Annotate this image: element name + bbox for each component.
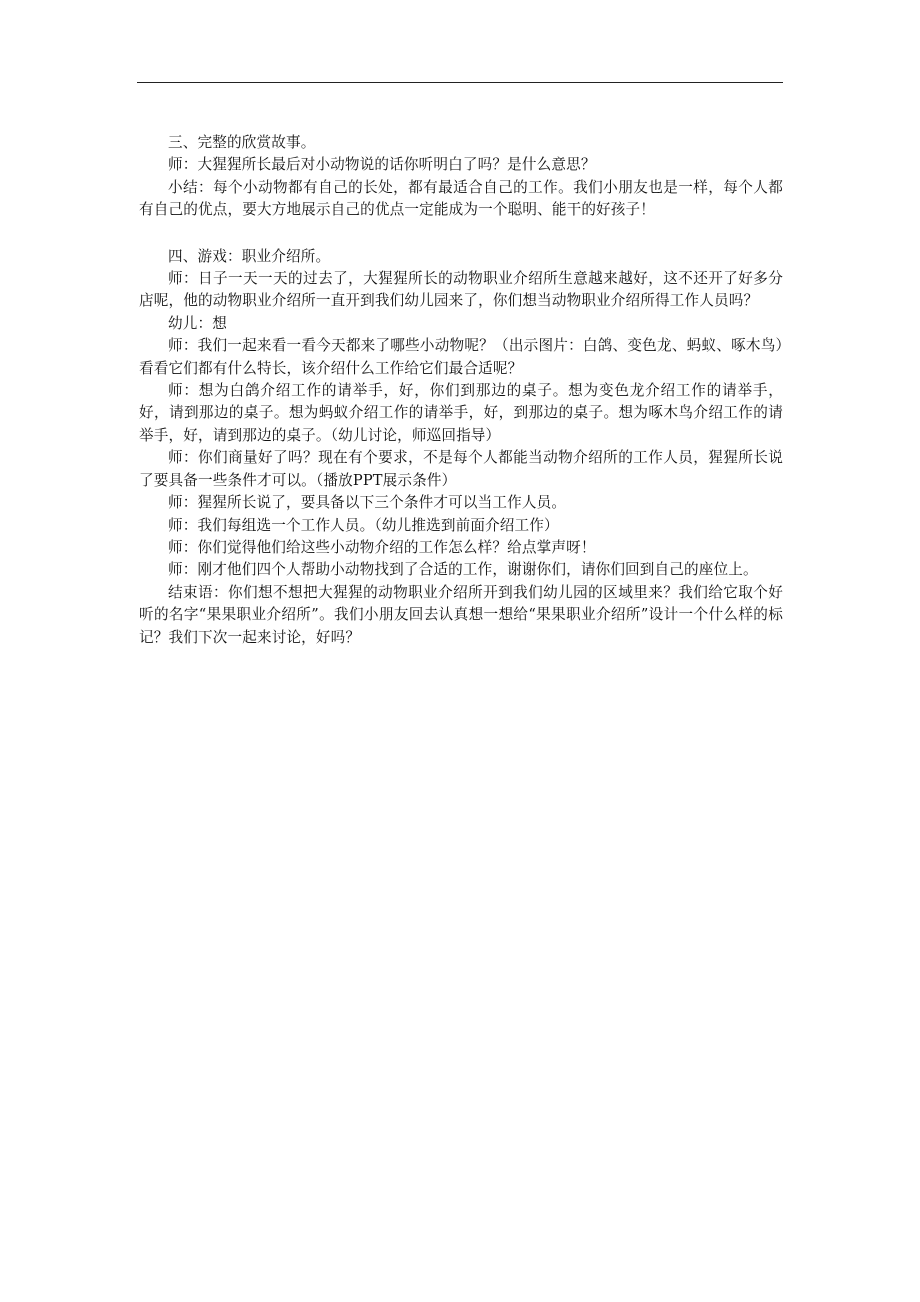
header-rule [137,82,783,83]
paragraph: 师：猩猩所长说了，要具备以下三个条件才可以当工作人员。 [168,494,567,512]
paragraph: 师：刚才他们四个人帮助小动物找到了合适的工作，谢谢你们，请你们回到自己的座位上。 [168,561,758,579]
section-heading: 四、游戏：职业介绍所。 [168,247,331,265]
paragraph: 师：我们每组选一个工作人员。（幼儿推选到前面介绍工作） [168,516,559,534]
paragraph: 师：大猩猩所长最后对小动物说的话你听明白了吗？是什么意思？ [168,156,596,174]
summary-paragraph: 小结：每个小动物都有自己的长处，都有最适合自己的工作。我们小朋友也是一样，每个人都有自己的优点，要大方地展示自己的优点一定能成为一个聪明、能干的好孩子！ [139,178,783,219]
paragraph: 师：想为白鸽介绍工作的请举手，好，你们到那边的桌子。想为变色龙介绍工作的请举手，好，请到那边的桌子。想为蚂蚁介绍工作的请举手，好，到那边的桌子。想为啄木鸟介绍工作的请举手，好，请到那边的桌子。（幼儿讨论，师巡回指导） [139,382,783,444]
paragraph: 师：你们觉得他们给这些小动物介绍的工作怎么样？给点掌声呀！ [168,538,596,556]
document-body [139,132,783,649]
paragraph: 师：我们一起来看一看今天都来了哪些小动物呢？（出示图片：白鸽、变色龙、蚂蚁、啄木鸟）看看它们都有什么特长，该介绍什么工作给它们最合适呢？ [139,337,783,377]
paragraph: 师：日子一天一天的过去了，大猩猩所长的动物职业介绍所生意越来越好，这不还开了好多分店呢，他的动物职业介绍所一直开到我们幼儿园来了，你们想当动物职业介绍所得工作人员吗？ [139,270,783,310]
section-gap [139,222,783,246]
paragraph: 幼儿：想 [168,314,227,332]
closing-paragraph: 结束语：你们想不想把大猩猩的动物职业介绍所开到我们幼儿园的区域里来？我们给它取个好听的名字“果果职业介绍所”。我们小朋友回去认真想一想给“果果职业介绍所”设计一个什么样的标记？我们下次一起来讨论，好吗？ [139,583,783,646]
paragraph: 师：你们商量好了吗？现在有个要求，不是每个人都能当动物介绍所的工作人员，猩猩所长说了要具备一些条件才可以。（播放PPT展示条件） [139,449,783,489]
section-heading: 三、完整的欣赏故事。 [168,134,316,151]
